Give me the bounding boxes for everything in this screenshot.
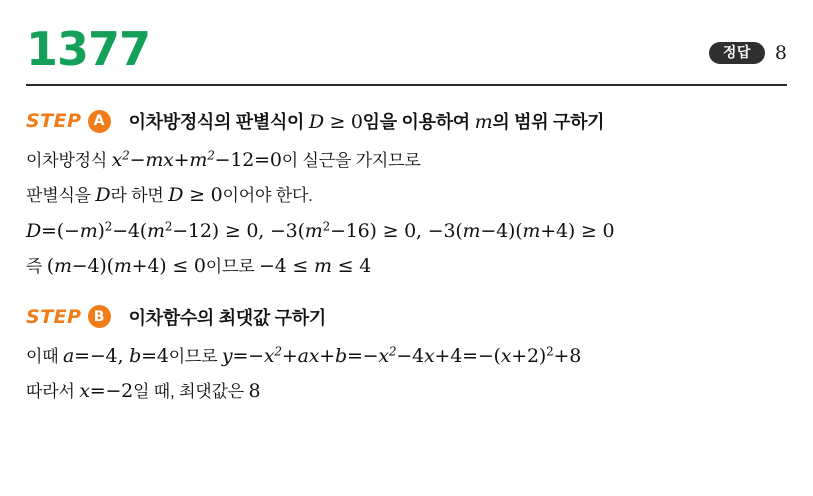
- solution-line: 판별식을 D라 하면 D ≥ 0이어야 한다.: [26, 184, 313, 207]
- problem-number: 1377: [26, 22, 151, 76]
- step-a-body: [26, 146, 787, 282]
- answer-group: [709, 42, 787, 78]
- step-b-body: [26, 342, 787, 407]
- step-a-word: STEP: [26, 110, 82, 132]
- solution-line: 이차방정식 $x^2-mx+m^2-12=0$이 실근을 가지므로: [26, 148, 421, 171]
- header-divider: [26, 84, 787, 86]
- step-a-header: [26, 108, 787, 134]
- step-b-title: 이차함수의 최댓값 구하기: [128, 307, 326, 328]
- step-b-badge: B: [88, 305, 111, 328]
- step-b-word: STEP: [26, 305, 82, 328]
- solution-line: $D=(-m)^2-4(m^2-12) \ge 0$, $-3(m^2-16) \ge 0$, −3(m−4)(m+4) ≥ 0: [26, 219, 615, 242]
- solution-line: 즉 (m−4)(m+4) ≤ 0이므로 −4 ≤ m ≤ 4: [26, 255, 372, 278]
- answer-label-badge: 정답: [709, 42, 765, 64]
- answer-value: 8: [774, 41, 787, 64]
- step-a-badge: A: [88, 110, 111, 133]
- page-header: [26, 0, 787, 78]
- step-b-header: [26, 304, 787, 330]
- solution-line: 이때 a=−4, b=4이므로 $y=-x^2+ax+b=-x^2-4x+4=-(x+2)^2+8$: [26, 344, 582, 367]
- step-a-title: 이차방정식의 판별식이 D ≥ 0임을 이용하여 m의 범위 구하기: [128, 111, 605, 133]
- solution-line: 따라서 x=−2일 때, 최댓값은 8: [26, 380, 261, 403]
